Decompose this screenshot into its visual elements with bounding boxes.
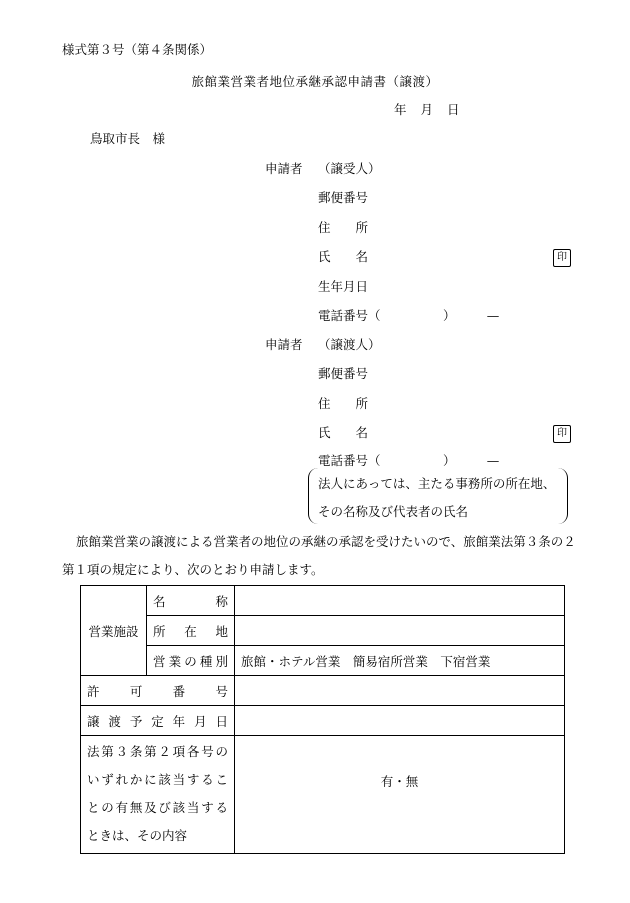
addressee: 鳥取市長 様 bbox=[90, 131, 166, 146]
permit-number-value[interactable] bbox=[235, 676, 565, 706]
form-number: 様式第３号（第４条関係） bbox=[62, 42, 213, 57]
facility-name-label: 名 称 bbox=[147, 586, 235, 616]
table-row bbox=[81, 676, 565, 706]
facility-location-label: 所 在 地 bbox=[147, 616, 235, 646]
transferor-address: 住 所 bbox=[318, 396, 369, 411]
applicant-label-transferor: 申請者 bbox=[265, 337, 303, 352]
table-row bbox=[81, 706, 565, 736]
transferor-name: 氏 名 bbox=[318, 425, 369, 440]
table-row bbox=[81, 586, 565, 616]
receiver-birthdate: 生年月日 bbox=[318, 279, 369, 294]
facility-location-value[interactable] bbox=[235, 616, 565, 646]
date-month: 月 bbox=[420, 102, 434, 117]
applicability-label-line-3: との有無及び該当する bbox=[87, 800, 228, 815]
business-type-label: 営業の種別 bbox=[147, 646, 235, 676]
permit-number-label: 許 可 番 号 bbox=[81, 676, 235, 706]
receiver-name: 氏 名 bbox=[318, 249, 369, 264]
transfer-date-value[interactable] bbox=[235, 706, 565, 736]
transfer-date-label: 譲渡予定年月日 bbox=[81, 706, 235, 736]
receiver-address: 住 所 bbox=[318, 220, 369, 235]
business-type-options[interactable]: 旅館・ホテル営業 簡易宿所営業 下宿営業 bbox=[235, 646, 565, 676]
receiver-phone: 電話番号（ ） — bbox=[318, 308, 500, 323]
table-row bbox=[81, 646, 565, 676]
facility-label: 営業施設 bbox=[81, 586, 147, 676]
date-line bbox=[394, 104, 474, 117]
application-table bbox=[80, 585, 565, 854]
seal-mark-receiver: 印 bbox=[553, 249, 571, 267]
table-row bbox=[81, 616, 565, 646]
applicability-label bbox=[81, 736, 235, 854]
date-year: 年 bbox=[394, 102, 407, 117]
application-statement: 旅館業営業の譲渡による営業者の地位の承継の承認を受けたいので、旅館業法第３条の２第１項の規定により、次のとおり申請します。 bbox=[62, 534, 576, 577]
seal-mark-transferor: 印 bbox=[553, 425, 571, 443]
date-day: 日 bbox=[447, 102, 460, 117]
applicant-role-receiver: （譲受人） bbox=[318, 161, 381, 176]
applicability-label-line-2: いずれかに該当するこ bbox=[87, 772, 228, 787]
document-title: 旅館業営業者地位承継承認申請書（譲渡） bbox=[191, 74, 439, 89]
transferor-phone: 電話番号（ ） — bbox=[318, 453, 500, 468]
applicability-value[interactable]: 有・無 bbox=[235, 736, 565, 854]
facility-name-value[interactable] bbox=[235, 586, 565, 616]
applicability-label-line-4: ときは、その内容 bbox=[87, 828, 188, 843]
receiver-postal: 郵便番号 bbox=[318, 190, 369, 205]
applicant-label-receiver: 申請者 bbox=[265, 161, 303, 176]
applicant-role-transferor: （譲渡人） bbox=[318, 337, 381, 352]
transferor-postal: 郵便番号 bbox=[318, 366, 369, 381]
applicability-label-line-1: 法第３条第２項各号の bbox=[87, 744, 228, 759]
note-line-1: 法人にあっては、主たる事務所の所在地、 bbox=[318, 476, 556, 491]
table-row bbox=[81, 736, 565, 854]
note-line-2: その名称及び代表者の氏名 bbox=[318, 504, 469, 519]
